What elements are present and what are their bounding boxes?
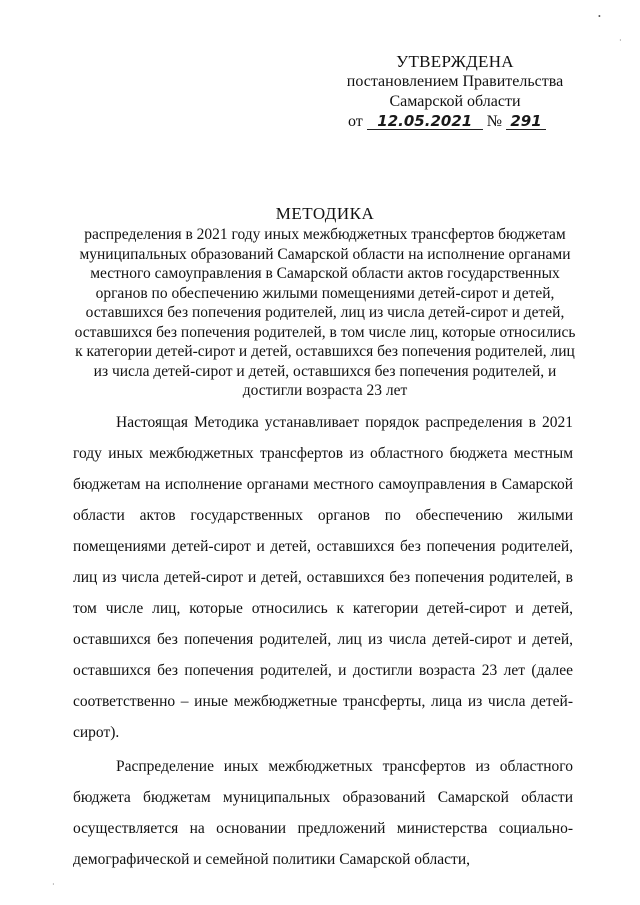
approval-line-1: постановлением Правительства (346, 73, 564, 90)
subtitle-line: органов по обеспечению жилыми помещениями детей-сирот и детей, (95, 284, 555, 302)
subtitle-line: муниципальных образований Самарской области на исполнение органами (79, 245, 571, 263)
subtitle-line: оставшихся без попечения родителей, в том числе лиц, которые относились (74, 323, 576, 341)
subtitle-line: достигли возраста 23 лет (242, 382, 408, 399)
document-subtitle (60, 225, 590, 401)
subtitle-line: местного самоуправления в Самарской области актов государственных (90, 265, 560, 282)
scan-mark-right: · (619, 36, 622, 45)
subtitle-line: распределения в 2021 году иных межбюджетных трансфертов бюджетам (84, 226, 566, 243)
document-body (73, 407, 573, 875)
subtitle-line: оставшихся без попечения родителей, лиц из числа детей-сирот и детей, (85, 304, 565, 321)
subtitle-line: из числа детей-сирот и детей, оставшихся без попечения родителей, и (93, 362, 557, 380)
scan-mark-top: • (598, 12, 601, 21)
approval-date-line (322, 112, 572, 132)
body-paragraph-1: Настоящая Методика устанавливает порядок распределения в 2021 году иных межбюджетных трансфертов из областного бюджета местным бюджетам на исполнение органами местного самоуправления в Самарской области актов государственных органов по обеспечению жилыми помещениями детей-сирот и детей, оставшихся без попечения родителей, лиц из числа детей-сирот и детей, оставшихся без попечения родителей, в том числе лиц, которые относились к категории детей-сирот и детей, оставшихся без попечения родителей, лиц из числа детей-сирот и детей, оставшихся без попечения родителей, и достигли возраста 23 лет (далее соответственно – иные межбюджетные трансферты, лица из числа детей-сирот). (73, 414, 573, 741)
body-paragraph-2: Распределение иных межбюджетных трансфертов из областного бюджета бюджетам муниципальных образований Самарской области осуществляется на основании предложений министерства социально-демографической и семейной политики Самарской области, (73, 758, 573, 868)
approval-stamp-block (330, 52, 580, 132)
approval-date-handwritten: 12.05.2021 (367, 113, 483, 130)
approval-line-2: Самарской области (389, 93, 521, 110)
document-title-block (60, 203, 590, 401)
date-prefix: от (347, 113, 363, 130)
approval-number-handwritten: 291 (506, 113, 546, 130)
approval-heading: УТВЕРЖДЕНА (396, 52, 514, 71)
scan-mark-bottom: · (52, 880, 55, 889)
document-title: МЕТОДИКА (275, 204, 375, 223)
subtitle-line: к категории детей-сирот и детей, оставшихся без попечения родителей, лиц (75, 343, 575, 360)
number-prefix: № (486, 113, 503, 130)
